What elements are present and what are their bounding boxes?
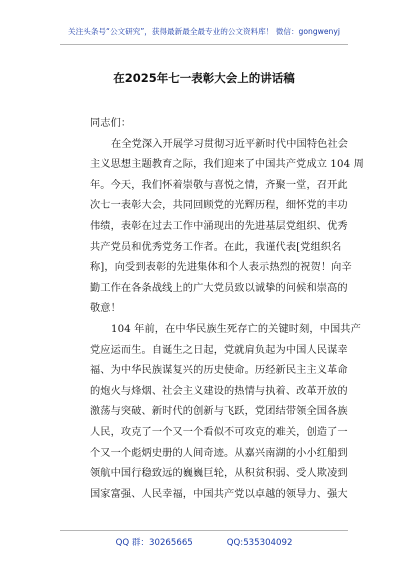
paragraph-line: 年。今天，我们怀着崇敬与喜悦之情，齐聚一堂，召开此	[90, 179, 348, 191]
paragraph-line: 次七一表彰大会，共同回顾党的光辉历程，细怀党的丰功	[90, 200, 348, 212]
paragraph-line: 称]，向受到表彰的先进集体和个人表示热烈的祝贺！向辛	[90, 262, 352, 274]
paragraph-line: 敬意！	[90, 303, 121, 315]
document-title: 在2025年七一表彰大会上的讲话稿	[113, 71, 295, 85]
paragraph-line: 主义思想主题教育之际，我们迎来了中国共产党成立 104 周	[90, 159, 364, 171]
paragraph-line: 领航中国行稳致远的巍巍巨轮，从积贫积弱、受人欺凌到	[90, 468, 348, 480]
footer-qq: QQ:535304092	[226, 538, 293, 548]
paragraph-line: 国家富强、人民幸福，中国共产党以卓越的领导力、强大	[90, 488, 348, 500]
document-body	[90, 114, 364, 505]
footer-contact	[0, 536, 408, 548]
paragraph-line: 共产党员和优秀党务工作者。在此，我谨代表[党组织名	[90, 241, 342, 253]
paragraph-line: 勤工作在各条战线上的广大党员致以诚挚的问候和崇高的	[90, 282, 348, 294]
paragraph-line: 的炮火与烽烟、社会主义建设的热情与执着、改革开放的	[90, 385, 348, 397]
footer-divider	[60, 530, 348, 531]
footer-qq-group: QQ 群：30265665	[115, 538, 193, 548]
paragraph-line: 党应运而生。自诞生之日起，党就肩负起为中国人民谋幸	[90, 344, 348, 356]
paragraph-line: 个又一个彪炳史册的人间奇迹。从嘉兴南湖的小小红船到	[90, 447, 348, 459]
paragraph-line: 104 年前，在中华民族生死存亡的关键时刻，中国共产	[111, 323, 361, 335]
paragraph-line: 人民，攻克了一个又一个看似不可攻克的难关，创造了一	[90, 426, 348, 438]
header-divider	[60, 44, 348, 45]
paragraph-line: 激荡与突破、新时代的创新与飞跃，党团结带领全国各族	[90, 406, 348, 418]
paragraph-line: 福、为中华民族谋复兴的历史使命。历经新民主主义革命	[90, 365, 348, 377]
header-promo-note: 关注头条号“公文研究”，获得最新最全最专业的公文资料库！ 微信：gongwenyj	[68, 27, 340, 36]
salutation: 同志们：	[90, 118, 132, 129]
paragraph-line: 在全党深入开展学习贯彻习近平新时代中国特色社会	[111, 138, 349, 150]
paragraph-line: 伟绩，表彰在过去工作中涌现出的先进基层党组织、优秀	[90, 220, 348, 232]
